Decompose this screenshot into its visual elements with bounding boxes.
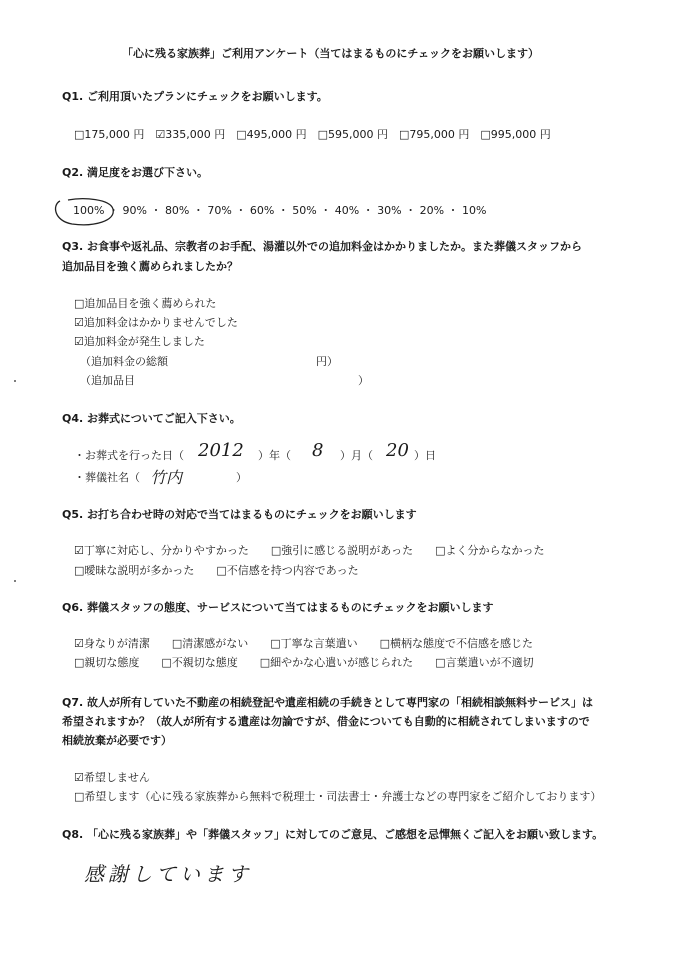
q2-question: Q2. 満足度をお選び下さい。 xyxy=(62,166,209,179)
q5-options-row1[interactable]: ☑丁寧に対応し、分かりやすかった □強引に感じる説明があった □よく分からなかった xyxy=(74,544,545,557)
q4-hall-handwritten[interactable]: 竹内 xyxy=(150,468,183,487)
q4-date-label: ・お葬式を行った日（ xyxy=(74,449,184,462)
scan-speck xyxy=(14,380,16,382)
q4-hall-close: ） xyxy=(236,471,247,484)
q4-month-handwritten[interactable]: 8 xyxy=(312,440,324,461)
q6-options-row2[interactable]: □親切な態度 □不親切な態度 □細やかな心遣いが感じられた □言葉遣いが不適切 xyxy=(74,656,534,669)
scan-speck xyxy=(14,580,16,582)
q4-day-unit: ）日 xyxy=(414,449,436,462)
q7-question-line1: Q7. 故人が所有していた不動産の相続登記や遺産相続の手続きとして専門家の「相続相談無料サービス」は xyxy=(62,696,594,709)
q6-question: Q6. 葬儀スタッフの態度、サービスについて当てはまるものにチェックをお願いします xyxy=(62,601,494,614)
q1-plan-options[interactable]: □175,000 円 ☑335,000 円 □495,000 円 □595,000 円 □795,000 円 □995,000 円 xyxy=(74,128,551,141)
q3-option-no-extra-fee[interactable]: ☑追加料金はかかりませんでした xyxy=(74,316,238,329)
q8-handwritten-answer[interactable]: 感謝しています xyxy=(84,862,252,886)
survey-title: 「心に残る家族葬」ご利用アンケート（当てはまるものにチェックをお願いします） xyxy=(122,47,540,60)
q4-year-unit: ）年（ xyxy=(258,449,291,462)
q4-month-unit: ）月（ xyxy=(340,449,373,462)
q1-question: Q1. ご利用頂いたプランにチェックをお願いします。 xyxy=(62,90,328,103)
q5-options-row2[interactable]: □曖昧な説明が多かった □不信感を持つ内容であった xyxy=(74,564,359,577)
q7-question-line3: 相続放棄が必要です） xyxy=(62,734,172,747)
q3-total-label: （追加料金の総額 xyxy=(80,355,168,368)
q3-option-upsell[interactable]: □追加品目を強く薦められた xyxy=(74,297,217,310)
q4-day-handwritten[interactable]: 20 xyxy=(386,440,409,461)
q7-option-request[interactable]: □希望します（心に残る家族葬から無料で税理士・司法書士・弁護士などの専門家をご紹介しております） xyxy=(74,790,602,803)
q8-question: Q8. 「心に残る家族葬」や「葬儀スタッフ」に対してのご意見、ご感想を忌憚無くご記入をお願い致します。 xyxy=(62,828,604,841)
q3-option-extra-fee[interactable]: ☑追加料金が発生しました xyxy=(74,335,205,348)
q3-total-unit: 円） xyxy=(316,355,338,368)
q6-options-row1[interactable]: ☑身なりが清潔 □清潔感がない □丁寧な言葉遣い □横柄な態度で不信感を感じた xyxy=(74,637,534,650)
q7-option-decline[interactable]: ☑希望しません xyxy=(74,771,150,784)
q2-selected-option[interactable]: 100% xyxy=(73,204,105,217)
q7-question-line2: 希望されますか？（故人が所有する遺産は勿論ですが、借金についても自動的に相続されてしまいますので xyxy=(62,715,590,728)
q3-question-line2: 追加品目を強く薦められましたか？ xyxy=(62,260,238,273)
q3-question-line1: Q3. お食事や返礼品、宗教者のお手配、湯灌以外での追加料金はかかりましたか。また葬儀スタッフから xyxy=(62,240,583,253)
q4-hall-label: ・葬儀社名（ xyxy=(74,471,140,484)
q3-items-close: ） xyxy=(358,374,369,387)
q4-year-handwritten[interactable]: 2012 xyxy=(198,440,244,461)
selection-circle-mark xyxy=(50,195,120,229)
q5-question: Q5. お打ち合わせ時の対応で当てはまるものにチェックをお願いします xyxy=(62,508,417,521)
q4-question: Q4. お葬式についてご記入下さい。 xyxy=(62,412,241,425)
q3-items-label: （追加品目 xyxy=(80,374,135,387)
q2-other-options[interactable]: ・ 90% ・ 80% ・ 70% ・ 60% ・ 50% ・ 40% ・ 30% ・ 20% ・ 10% xyxy=(108,204,487,217)
